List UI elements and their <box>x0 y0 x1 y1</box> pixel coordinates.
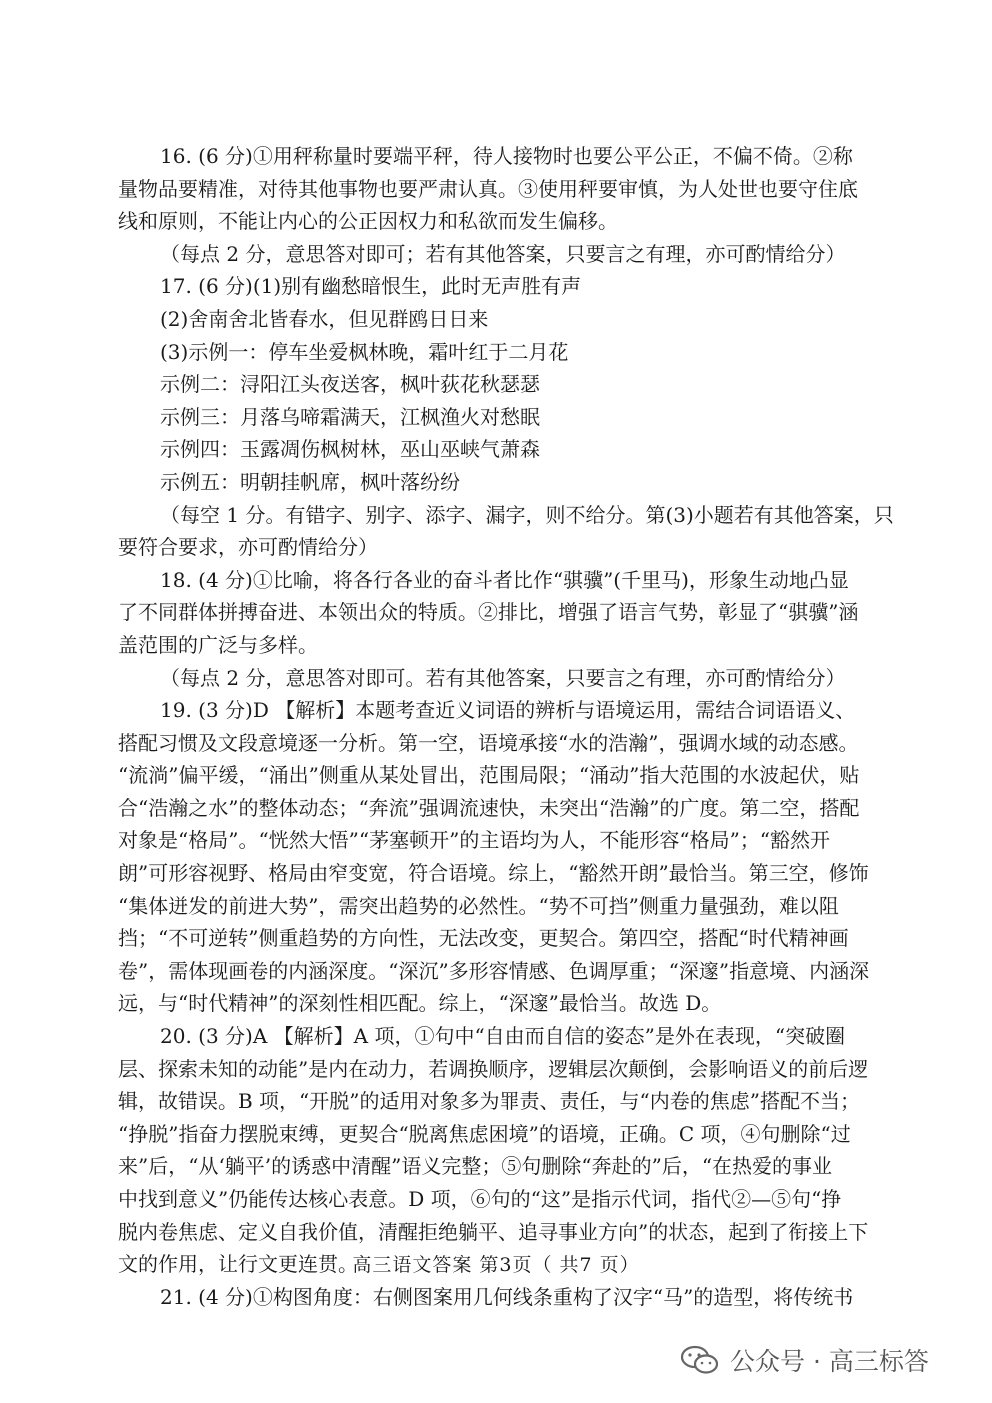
page-footer: 高三语文答案 第3页（ 共7 页） <box>352 1254 640 1276</box>
text-line: (3)示例一：停车坐爱枫林晚，霜叶红于二月花 <box>160 339 569 364</box>
wechat-icon <box>680 1345 720 1375</box>
text-line: 盖范围的广泛与多样。 <box>118 632 318 657</box>
text-line: 16. (6 分)①用秤称量时要端平秤，待人接物时也要公平公正，不偏不倚。②称 <box>160 144 853 168</box>
text-line: 文的作用，让行文更连贯。 <box>118 1252 358 1277</box>
text-line: 21. (4 分)①构图角度：右侧图案用几何线条重构了汉字“马”的造型，将传统书 <box>160 1284 854 1309</box>
text-line: 示例五：明朝挂帆席，枫叶落纷纷 <box>160 469 460 494</box>
text-line: 示例三：月落乌啼霜满天，江枫渔火对愁眠 <box>160 404 540 429</box>
text-line: 了不同群体拼搏奋进、本领出众的特质。②排比，增强了语言气势，彰显了“骐骥”涵 <box>118 600 859 625</box>
text-line: 远，与“时代精神”的深刻性相匹配。综上，“深邃”最恰当。故选 D。 <box>118 991 722 1016</box>
text-line: 17. (6 分)(1)别有幽愁暗恨生，此时无声胜有声 <box>160 274 582 299</box>
text-line: 朗”可形容视野、格局由窄变宽，符合语境。综上，“豁然开朗”最恰当。第三空，修饰 <box>118 861 869 886</box>
text-line: （每空 1 分。有错字、别字、添字、漏字，则不给分。第(3)小题若有其他答案，只 <box>160 502 894 527</box>
text-line: (2)舍南舍北皆春水，但见群鸥日日来 <box>160 306 489 331</box>
text-line: 线和原则，不能让内心的公正因权力和私欲而发生偏移。 <box>118 209 618 234</box>
text-line: 搭配习惯及文段意境逐一分析。第一空，语境承接“水的浩瀚”，强调水域的动态感。 <box>118 730 859 755</box>
wechat-watermark <box>680 1340 929 1380</box>
text-line: “集体迸发的前进大势”，需突出趋势的必然性。“势不可挡”侧重力量强劲，难以阻 <box>118 893 839 918</box>
text-line: 卷”，需体现画卷的内涵深度。“深沉”多形容情感、色调厚重；“深邃”指意境、内涵深 <box>118 958 870 983</box>
text-line: 要符合要求，亦可酌情给分） <box>118 535 378 560</box>
answer-text <box>118 140 894 1313</box>
text-line: 脱内卷焦虑、定义自我价值，清醒拒绝躺平、追寻事业方向”的状态，起到了衔接上下 <box>118 1219 869 1244</box>
text-line: 量物品要精准，对待其他事物也要严肃认真。③使用秤要审慎，为人处世也要守住底 <box>118 176 858 201</box>
text-line: 示例二：浔阳江头夜送客，枫叶荻花秋瑟瑟 <box>160 372 540 397</box>
text-line: 合“浩瀚之水”的整体动态；“奔流”强调流速快，未突出“浩瀚”的广度。第二空，搭配 <box>118 795 860 820</box>
text-line: 辑，故错误。B 项，“开脱”的适用对象多为罪责、责任，与“内卷的焦虑”搭配不当； <box>118 1089 860 1114</box>
text-line: （每点 2 分，意思答对即可。若有其他答案，只要言之有理，亦可酌情给分） <box>160 665 846 690</box>
text-line: 20. (3 分)A 【解析】A 项，①句中“自由而自信的姿态”是外在表现，“突破圈 <box>160 1024 846 1049</box>
text-line: 来”后，“从‘躺平’的诱惑中清醒”语义完整；⑤句删除“奔赴的”后，“在热爱的事业 <box>118 1154 833 1179</box>
text-line: 中找到意义”仍能传达核心表意。D 项，⑥句的“这”是指示代词，指代②—⑤句“挣 <box>118 1187 842 1211</box>
text-line: 示例四：玉露凋伤枫树林，巫山巫峡气萧森 <box>160 437 540 462</box>
text-line: 层、探索未知的动能”是内在动力，若调换顺序，逻辑层次颠倒，会影响语义的前后逻 <box>118 1056 869 1081</box>
text-line: 对象是“格局”。“恍然大悟”“茅塞顿开”的主语均为人，不能形容“格局”；“豁然开 <box>118 828 831 853</box>
text-line: 18. (4 分)①比喻，将各行各业的奋斗者比作“骐骥”(千里马)，形象生动地凸显 <box>160 567 849 592</box>
text-line: 挡；“不可逆转”侧重趋势的方向性，无法改变，更契合。第四空，搭配“时代精神画 <box>118 926 849 951</box>
text-line: 19. (3 分)D 【解析】本题考查近义词语的辨析与语境运用，需结合词语语义、 <box>160 698 856 723</box>
watermark-text: 公众号 · 高三标答 <box>730 1347 929 1376</box>
text-line: “挣脱”指奋力摆脱束缚，更契合“脱离焦虑困境”的语境，正确。C 项，④句删除“过 <box>118 1121 851 1146</box>
text-line: （每点 2 分，意思答对即可；若有其他答案，只要言之有理，亦可酌情给分） <box>160 241 846 266</box>
text-line: “流淌”偏平缓，“涌出”侧重从某处冒出，范围局限；“涌动”指大范围的水波起伏，贴 <box>118 763 860 788</box>
